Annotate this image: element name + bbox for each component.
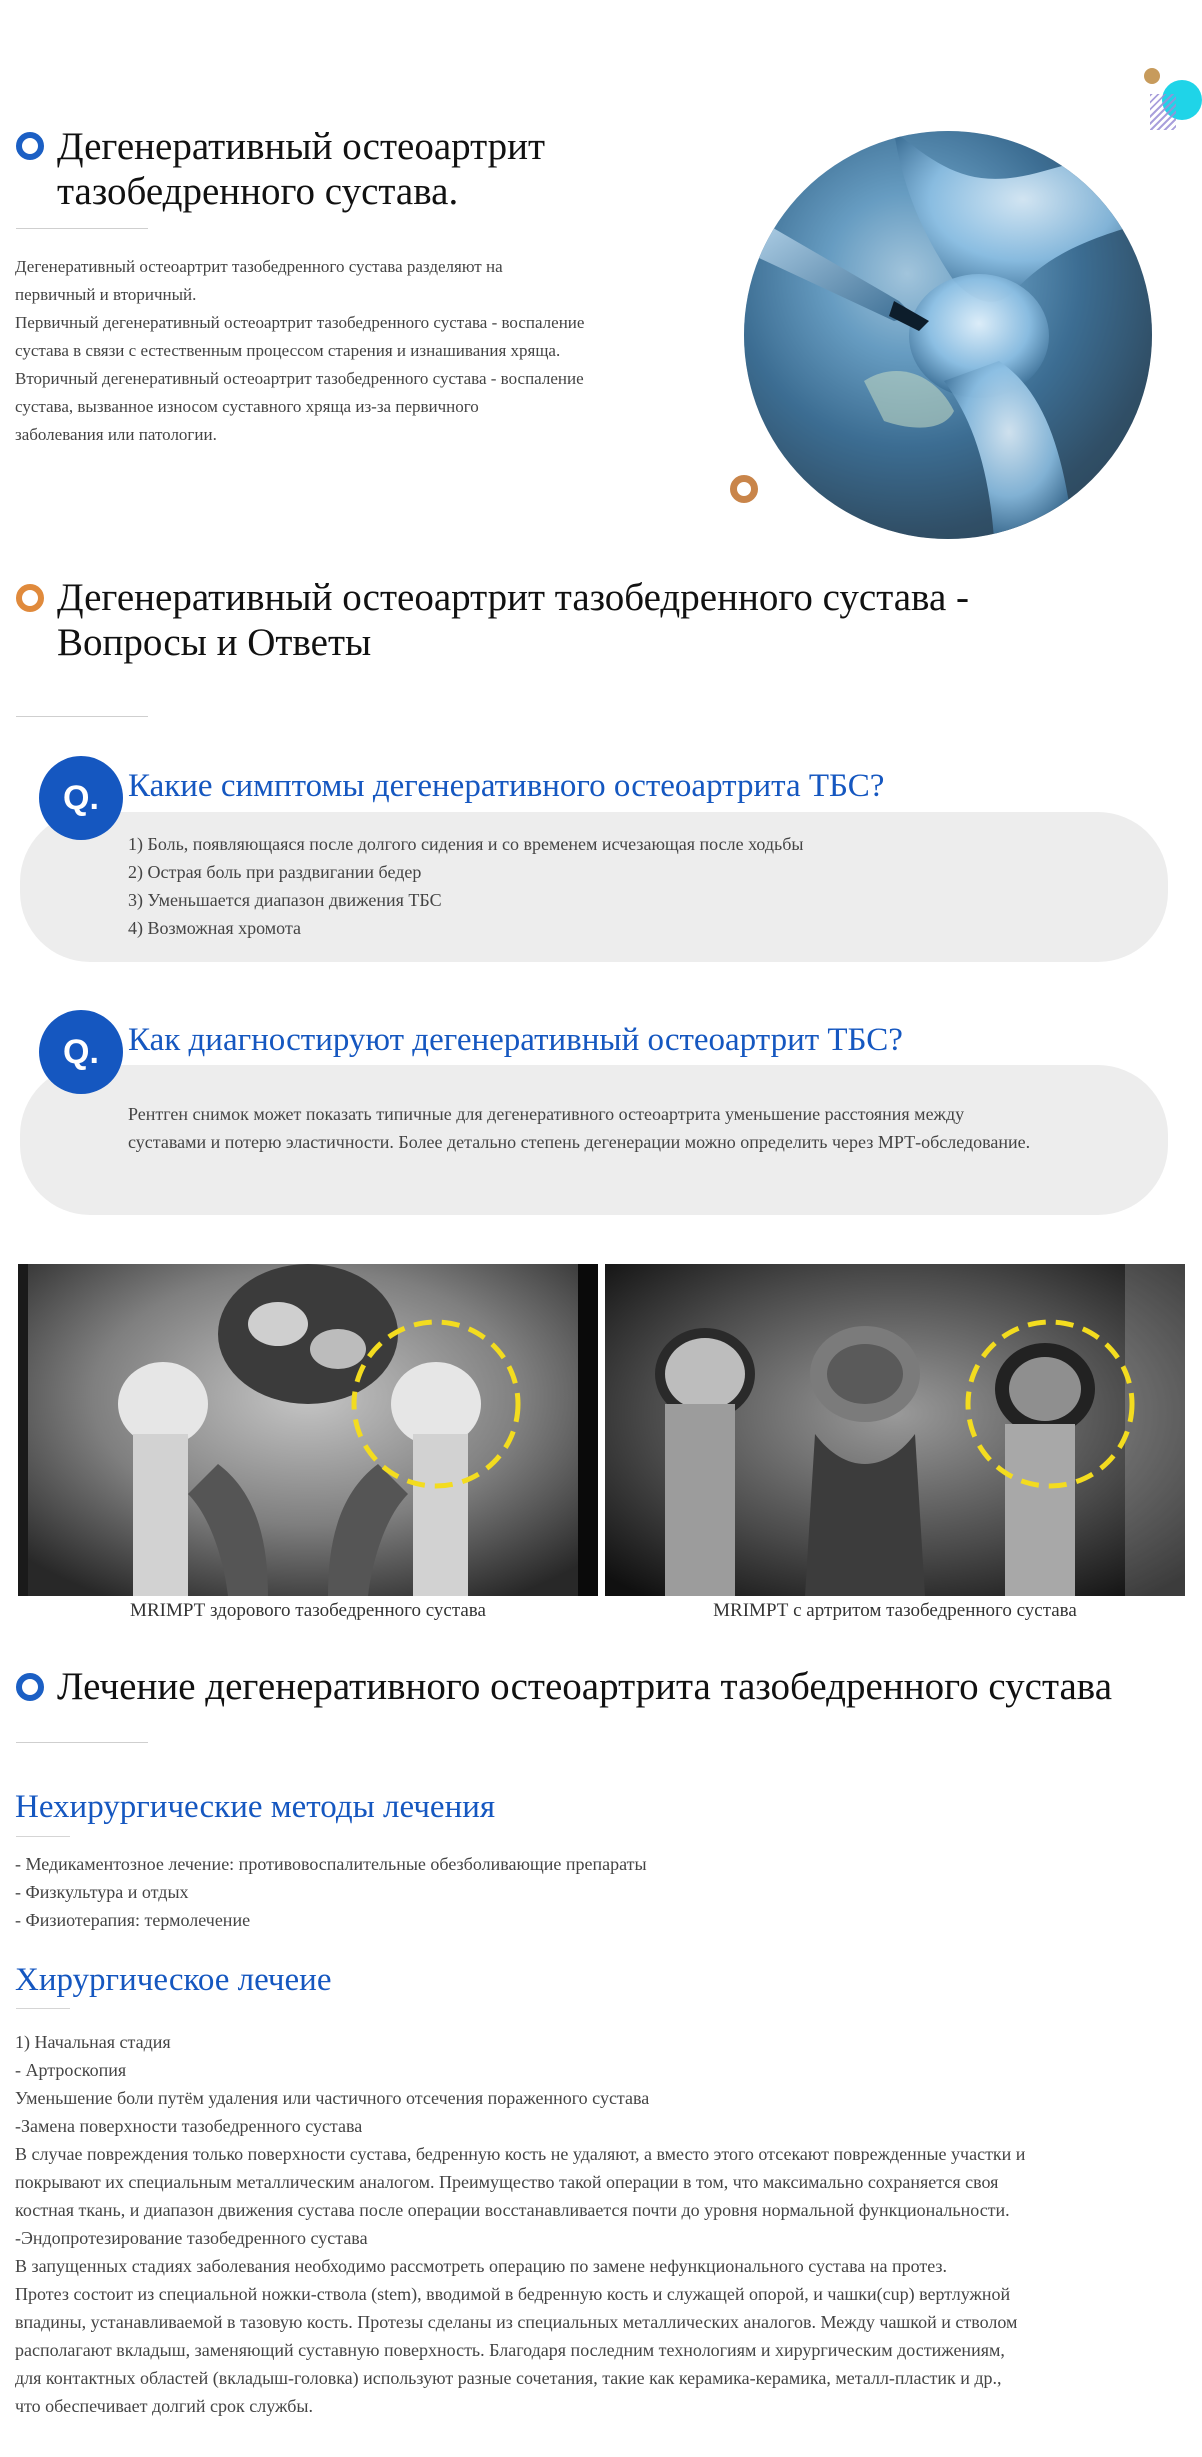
qa-title-line1: Дегенеративный остеоартрит тазобедренного сустава - [57, 576, 969, 619]
mri-healthy-caption: MRIМРТ здорового тазобедренного сустава [130, 1600, 486, 1621]
intro-title [57, 124, 717, 214]
answer-line: 2) Острая боль при раздвигании бедер [128, 862, 422, 882]
surgical-divider [16, 2008, 70, 2009]
nonsurgical-item: - Физиотерапия: термолечение [15, 1910, 251, 1930]
surgical-title: Хирургическое лечеие [15, 1962, 332, 1998]
treatment-divider [16, 1742, 148, 1743]
intro-line: Дегенеративный остеоартрит тазобедренного сустава разделяют на [15, 257, 503, 276]
treatment-title: Лечение дегенеративного остеоартрита тазобедренного сустава [57, 1665, 1112, 1708]
nonsurgical-divider [16, 1836, 70, 1837]
answer-line: 3) Уменьшается диапазон движения ТБС [128, 890, 442, 910]
surgical-line: располагают вкладыш, заменяющий суставную поверхность. Благодаря последним технологиям и хирургическим достижениям, [15, 2340, 1005, 2360]
surgical-line: В случае повреждения только поверхности сустава, бедренную кость не удаляют, а вместо этого отсекают поврежденные участки и [15, 2144, 1026, 2164]
intro-line: Вторичный дегенеративный остеоартрит тазобедренного сустава - воспаление [15, 369, 584, 388]
intro-divider [16, 228, 148, 229]
qa-title-line2: Вопросы и Ответы [57, 621, 372, 664]
answer-line: Рентген снимок может показать типичные для дегенеративного остеоартрита уменьшение расстояния между [128, 1104, 965, 1124]
answer-line: 1) Боль, появляющаяся после долгого сидения и со временем исчезающая после ходьбы [128, 834, 804, 854]
mri-arthritis-illustration [605, 1264, 1185, 1596]
mri-arthritis-caption: MRIМРТ с артритом тазобедренного сустава [713, 1600, 1077, 1621]
question-diagnosis: Как диагностируют дегенеративный остеоартрит ТБС? [128, 1022, 903, 1058]
mri-healthy-illustration [18, 1264, 598, 1596]
answer-line: 4) Возможная хромота [128, 918, 302, 938]
intro-line: сустава в связи с естественным процессом старения и изнашивания хряща. [15, 341, 561, 360]
intro-title-line1: Дегенеративный остеоартрит [57, 125, 546, 168]
answer-symptoms [128, 830, 1128, 942]
surgical-line: Протез состоит из специальной ножки-ствола (stem), вводимой в бедренную кость и служащей опорой, и чашки(cup) вертлужной [15, 2284, 1011, 2304]
mri-arthritis-image [605, 1264, 1185, 1596]
section-bullet-icon [16, 1673, 44, 1701]
surgical-line: что обеспечивает долгий срок службы. [15, 2396, 313, 2416]
surgical-line: В запущенных стадиях заболевания необходимо рассмотреть операцию по замене нефункционального сустава на протез. [15, 2256, 948, 2276]
intro-line: сустава, вызванное износом суставного хряща из-за первичного [15, 397, 479, 416]
surgical-line: впадины, устанавливаемой в тазовую кость. Протезы сделаны из специальных металлических аналогов. Между чашкой и стволом [15, 2312, 1018, 2332]
surgical-line: для контактных областей (вкладыш-головка) используют разные сочетания, такие как керамика-керамика, металл-пластик и др., [15, 2368, 1002, 2388]
intro-line: Первичный дегенеративный остеоартрит тазобедренного сустава - воспаление [15, 313, 585, 332]
intro-line: заболевания или патологии. [15, 425, 217, 444]
q-badge: Q. [39, 1010, 123, 1094]
question-symptoms: Какие симптомы дегенеративного остеоартрита ТБС? [128, 768, 885, 804]
hip-xray-illustration [744, 131, 1152, 539]
intro-line: первичный и вторичный. [15, 285, 197, 304]
nonsurgical-list [15, 1850, 1015, 1934]
section-bullet-icon [16, 132, 44, 160]
surgical-line: Уменьшение боли путём удаления или частичного отсечения пораженного сустава [15, 2088, 650, 2108]
nonsurgical-title: Нехирургические методы лечения [15, 1789, 496, 1825]
q-badge: Q. [39, 756, 123, 840]
surgical-line: покрывают их специальным металлическим аналогом. Преимущество такой операции в том, что максимально сохраняется своя [15, 2172, 999, 2192]
surgical-line: костная ткань, и диапазон движения сустава после операции восстанавливается почти до уровня нормальной функциональности. [15, 2200, 1010, 2220]
nonsurgical-item: - Медикаментозное лечение: противовоспалительные обезболивающие препараты [15, 1854, 647, 1874]
nonsurgical-item: - Физкультура и отдых [15, 1882, 189, 1902]
decorative-dot-tan [1144, 68, 1160, 84]
intro-paragraph [15, 253, 715, 449]
surgical-line: -Замена поверхности тазобедренного сустава [15, 2116, 363, 2136]
qa-divider [16, 716, 148, 717]
decorative-ring-orange [730, 475, 758, 503]
hip-xray-image [744, 131, 1152, 539]
answer-line: суставами и потерю эластичности. Более детально степень дегенерации можно определить через МРТ-обследование. [128, 1132, 1031, 1152]
decorative-hatch-square [1150, 94, 1176, 130]
surgical-text [15, 2028, 1195, 2420]
surgical-line: 1) Начальная стадия [15, 2032, 171, 2052]
surgical-line: - Артроскопия [15, 2060, 127, 2080]
intro-title-line2: тазобедренного сустава. [57, 170, 459, 213]
answer-diagnosis [128, 1100, 1168, 1156]
surgical-line: -Эндопротезирование тазобедренного сустава [15, 2228, 368, 2248]
section-bullet-icon [16, 584, 44, 612]
mri-healthy-image [18, 1264, 598, 1596]
qa-section-title [57, 575, 1177, 665]
